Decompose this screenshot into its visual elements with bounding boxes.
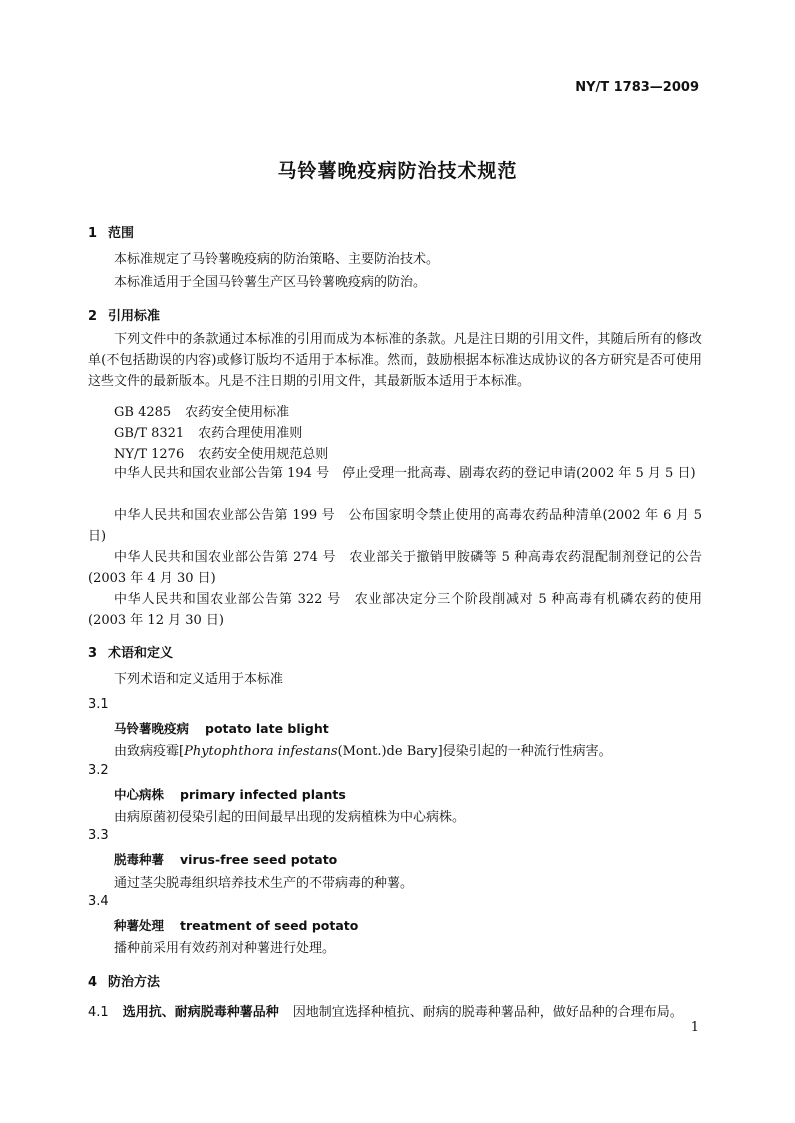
notice-item: 中华人民共和国农业部公告第 322 号 农业部决定分三个阶段削减对 5 种高毒有机磷农药的使用(2003 年 12 月 30 日) [88,592,702,628]
section-1-para-1: 本标准规定了马铃薯晚疫病的防治策略、主要防治技术。 [114,252,440,267]
clause-4-1: 4.1 选用抗、耐病脱毒种薯品种 因地制宜选择种植抗、耐病的脱毒种薯品种，做好品种的合理布局。 [88,1005,683,1020]
term-definition: 由病原菌初侵染引起的田间最早出现的发病植株为中心病株。 [114,810,466,825]
term-heading: 马铃薯晚疫病 potato late blight [114,721,329,736]
section-3-heading: 3 术语和定义 [88,646,174,661]
section-2-intro: 下列文件中的条款通过本标准的引用而成为本标准的条款。凡是注日期的引用文件，其随后所有的修改单(不包括勘误的内容)或修订版均不适用于本标准。然而，鼓励根据本标准达成协议的各方研究是否可使用这些文件的最新版本。凡是不注日期的引用文件，其最新版本适用于本标准。 [88,332,702,389]
term-heading: 中心病株 primary infected plants [114,787,346,802]
section-2-heading: 2 引用标准 [88,309,161,324]
section-1-para-2: 本标准适用于全国马铃薯生产区马铃薯晚疫病的防治。 [114,275,427,290]
reference-item: NY/T 1276 农药安全使用规范总则 [114,447,329,462]
term-definition: 由致病疫霉[Phytophthora infestans(Mont.)de Bary]侵染引起的一种流行性病害。 [114,744,612,759]
section-4-heading: 4 防治方法 [88,975,161,990]
reference-item: GB 4285 农药安全使用标准 [114,405,290,420]
notice-item: 中华人民共和国农业部公告第 199 号 公布国家明令禁止使用的高毒农药品种清单(2002 年 6 月 5 日) [88,508,702,544]
term-definition: 通过茎尖脱毒组织培养技术生产的不带病毒的种薯。 [114,876,414,891]
term-number: 3.3 [88,828,109,843]
reference-item: GB/T 8321 农药合理使用准则 [114,426,303,441]
term-heading: 脱毒种薯 virus-free seed potato [114,852,338,867]
term-definition: 播种前采用有效药剂对种薯进行处理。 [114,941,336,956]
page-title: 马铃薯晚疫病防治技术规范 [277,160,518,182]
section-1-heading: 1 范围 [88,226,135,241]
term-number: 3.2 [88,763,109,778]
term-number: 3.1 [88,697,109,712]
standard-code: NY/T 1783—2009 [575,80,699,95]
notice-item: 中华人民共和国农业部公告第 194 号 停止受理一批高毒、剧毒农药的登记申请(2002 年 5 月 5 日) [114,466,696,481]
notice-item: 中华人民共和国农业部公告第 274 号 农业部关于撤销甲胺磷等 5 种高毒农药混配制剂登记的公告(2003 年 4 月 30 日) [88,550,702,586]
page-number: 1 [690,1020,699,1035]
section-3-intro: 下列术语和定义适用于本标准 [114,672,284,687]
term-heading: 种薯处理 treatment of seed potato [114,918,359,933]
term-number: 3.4 [88,894,109,909]
